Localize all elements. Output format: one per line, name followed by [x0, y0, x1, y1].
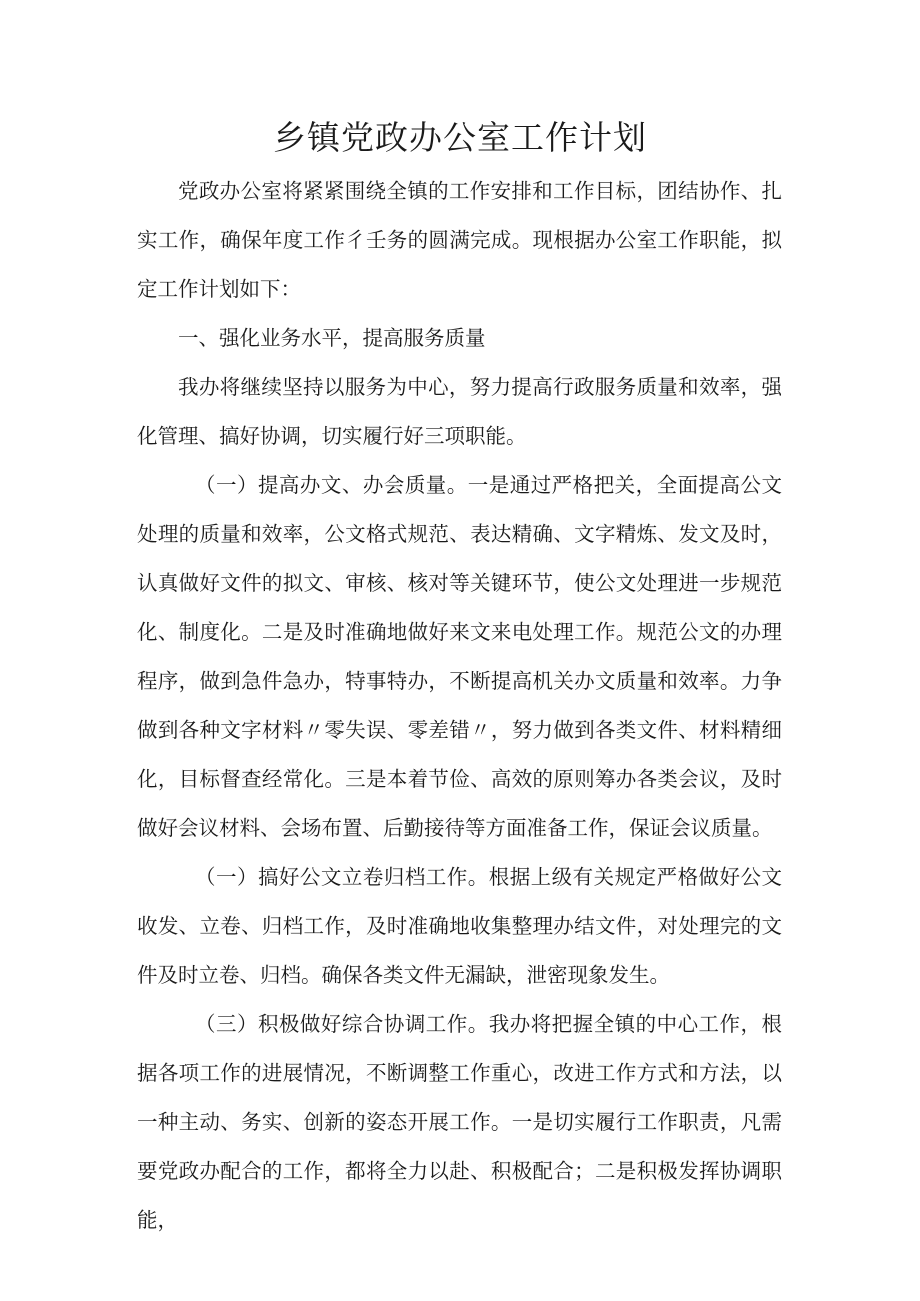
section-intro-paragraph: 我办将继续坚持以服务为中心，努力提高行政服务质量和效率，强化管理、搞好协调，切实履行好三项职能。	[137, 375, 782, 448]
section-heading: 一、强化业务水平，提高服务质量	[178, 326, 486, 350]
intro-paragraph: 党政办公室将紧紧围绕全镇的工作安排和工作目标，团结协作、扎实工作，确保年度工作彳壬务的圆满完成。现根据办公室工作职能，拟定工作计划如下：	[137, 179, 782, 301]
document-body	[137, 167, 782, 1245]
subsection-paragraph-1: （一）提高办文、办会质量。一是通过严格把关，全面提高公文处理的质量和效率，公文格式规范、表达精确、文字精炼、发文及时，认真做好文件的拟文、审核、核对等关键环节，使公文处理进一步规范化、制度化。二是及时准确地做好来文来电处理工作。规范公文的办理程序，做到急件急办，特事特办，不断提高机关办文质量和效率。力争做到各种文字材料〃零失误、零差错〃，努力做到各类文件、材料精细化，目标督查经常化。三是本着节俭、高效的原则筹办各类会议，及时做好会议材料、会场布置、后勤接待等方面准备工作，保证会议质量。	[137, 473, 782, 840]
subsection-paragraph-2: （一）搞好公文立卷归档工作。根据上级有关规定严格做好公文收发、立卷、归档工作，及时准确地收集整理办结文件，对处理完的文件及时立卷、归档。确保各类文件无漏缺，泄密现象发生。	[137, 865, 782, 987]
document-title: 乡镇党政办公室工作计划	[273, 118, 647, 157]
subsection-paragraph-3: （三）积极做好综合协调工作。我办将把握全镇的中心工作，根据各项工作的进展情况，不断调整工作重心，改进工作方式和方法，以一种主动、务实、创新的姿态开展工作。一是切实履行工作职责，凡需要党政办配合的工作，都将全力以赴、积极配合；二是积极发挥协调职能，	[137, 1012, 782, 1232]
